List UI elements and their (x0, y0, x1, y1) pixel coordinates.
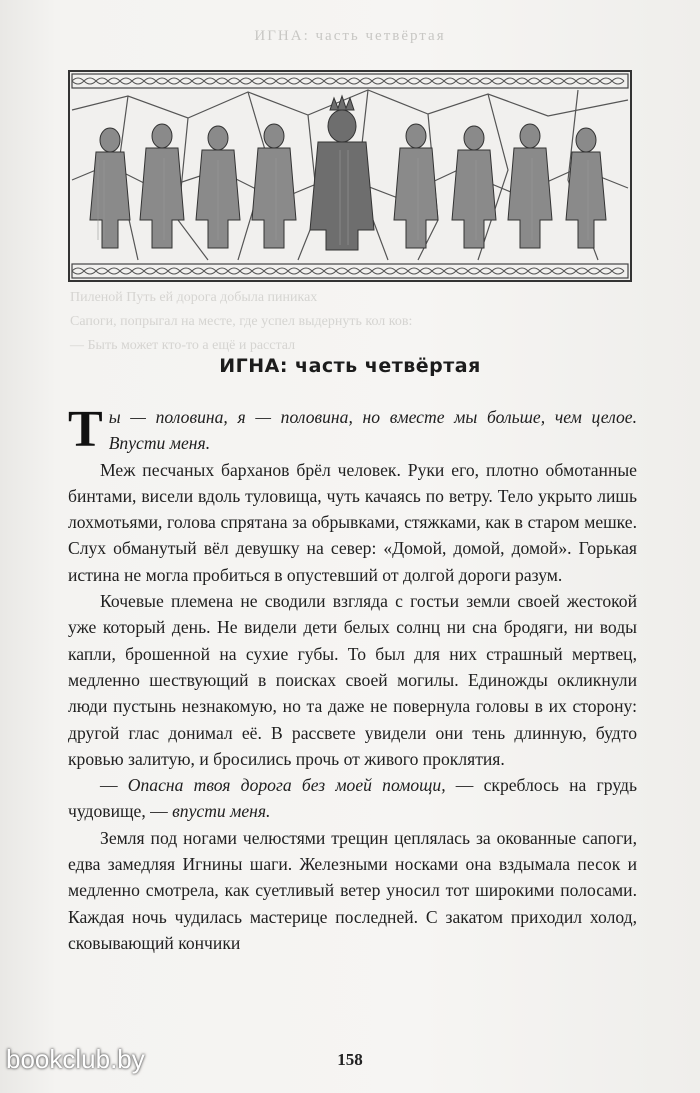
show-through-line: Пиленой Путь ей дорога добыла пиниках (70, 290, 318, 305)
running-head: ИГНА: часть четвёртая (254, 28, 446, 44)
dialogue-dash: — (100, 775, 128, 796)
italic-speech-a: Опасна твоя дорога без моей помощи, (127, 775, 446, 796)
body-text (68, 401, 637, 956)
paragraph-2: Меж песчаных барханов брёл человек. Руки его, плотно обмотанные бинтами, висели вдоль туловища, чуть качаясь по ветру. Тело укрыто лишь лохмотьями, голова спрятана за обрывками, стяжками, как в старом мешке. Слух обманутый вёл девушку на север: «Домой, домой, домой». Горькая истина не могла пробиться в опустевший от долгой дороги разум. (68, 459, 637, 585)
knights-frieze-image (68, 70, 632, 282)
paragraph-4 (68, 772, 637, 825)
paragraph-1 (68, 401, 637, 458)
italic-quote: ы — половина, я — половина, но вместе мы больше, чем целое. Впусти меня. (108, 407, 637, 454)
drop-cap: Т (68, 401, 103, 458)
paragraph-5: Земля под ногами челюстями трещин цеплялась за окованные сапоги, едва замедляя Игнины шаги. Железными носками она вздымала песок и медленно смотрела, как суетливый ветер уносил тот широкими полосами. Каждая ночь чудилась мастерице последней. С закатом приходил холод, сковывающий кончики (68, 827, 637, 953)
paragraph-3: Кочевые племена не сводили взгляда с гостьи земли своей жестокой уже который день. Не видели дети белых солнц ни сна бродяги, ни воды капли, брошенной на сухие губы. То был для них страшный мертвец, медленно шествующий в поисках своей могилы. Единожды окликнули люди пустынь незнакомую, но та даже не повернула головы в их сторону: другой глас донимал её. В рассвете увидели они тень длинную, будто кровью залитую, и бросились прочь от живого проклятия. (68, 591, 637, 769)
speech-attribution: — скреблось на грудь чудовище, — (68, 775, 637, 822)
show-through-line: Сапоги, попрыгал на месте, где успел выдернуть кол ков: (70, 314, 413, 329)
show-through-line: — Быть может кто-то а ещё и расстал (70, 338, 296, 353)
italic-speech-b: впусти меня. (172, 801, 271, 822)
chapter-title: ИГНА: часть четвёртая (219, 355, 481, 377)
stained-glass-illustration (68, 70, 632, 282)
watermark: bookclub.by (6, 1044, 145, 1074)
page-number: 158 (337, 1050, 363, 1069)
